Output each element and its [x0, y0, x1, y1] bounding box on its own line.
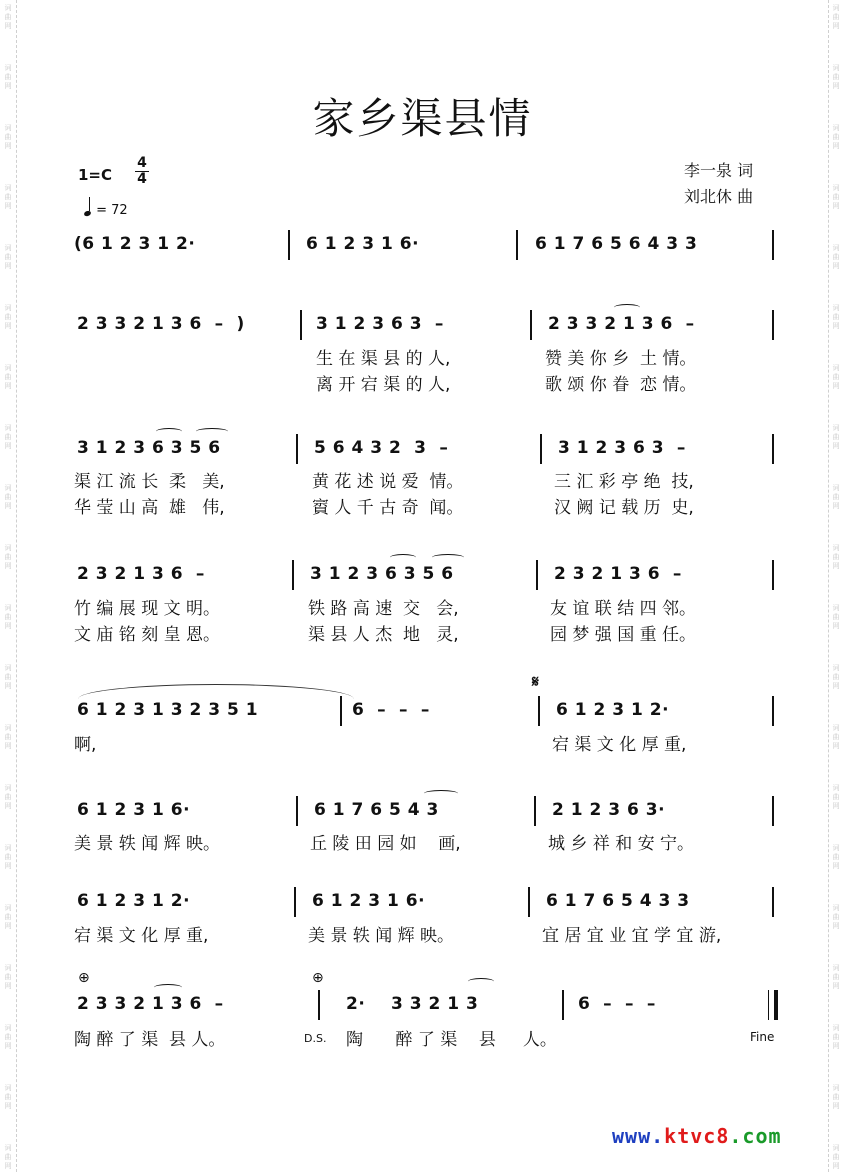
- edge-watermark-text: 词 曲 网: [832, 1084, 840, 1110]
- lyric-verse1: 陶 醉 了 渠 县 人。: [346, 1030, 557, 1050]
- barline: [340, 696, 342, 726]
- lyric-verse1: 美 景 轶 闻 辉 映。: [308, 926, 455, 946]
- lyric-verse1: 三 汇 彩 亭 绝 技,: [554, 472, 694, 492]
- website-part1: www.: [612, 1124, 665, 1148]
- measure: 2 3 3 2 1 3 6 –: [548, 314, 695, 334]
- edge-watermark-text: 词 曲 网: [4, 4, 12, 30]
- edge-watermark-text: 词 曲 网: [832, 544, 840, 570]
- measure: 2 3 3 2 1 3 6 – ): [77, 314, 245, 334]
- barline: [540, 434, 542, 464]
- measure: (6 1 2 3 1 2·: [74, 234, 196, 254]
- segno-icon: 𝄋: [532, 672, 539, 691]
- barline: [296, 796, 298, 826]
- measure: 5 6 4 3 2 3 –: [314, 438, 449, 458]
- barline: [536, 560, 538, 590]
- edge-watermark-text: 词 曲 网: [832, 784, 840, 810]
- edge-watermark-text: 词 曲 网: [4, 364, 12, 390]
- barline: [772, 696, 774, 726]
- tempo-marking: [84, 200, 128, 218]
- measure: 6 1 2 3 1 3 2 3 5 1: [77, 700, 259, 720]
- edge-watermark-text: 词 曲 网: [4, 1024, 12, 1050]
- measure: 3 1 2 3 6 3 –: [558, 438, 686, 458]
- lyric-verse2: 离 开 宕 渠 的 人,: [316, 375, 451, 395]
- lyric-verse1: 宕 渠 文 化 厚 重,: [552, 735, 687, 755]
- repeat-barline: [318, 990, 320, 1020]
- measure: 2 3 3 2 1 3 6 –: [77, 994, 224, 1014]
- tie-mark: [424, 790, 458, 797]
- edge-watermark-text: 词 曲 网: [832, 124, 840, 150]
- lyric-verse1: 啊,: [74, 735, 97, 755]
- tie-mark: [154, 984, 182, 991]
- meter-bottom: 4: [137, 171, 147, 187]
- lyric-verse2: 汉 阙 记 载 历 史,: [554, 498, 694, 518]
- barline: [772, 434, 774, 464]
- lyric-verse1: 生 在 渠 县 的 人,: [316, 349, 451, 369]
- edge-watermark-text: 词 曲 网: [832, 424, 840, 450]
- barline: [296, 434, 298, 464]
- lyric-verse1: 陶 醉 了 渠 县 人。: [74, 1030, 226, 1050]
- edge-watermark-text: 词 曲 网: [832, 664, 840, 690]
- tie-mark: [156, 428, 182, 435]
- edge-watermark-text: 词 曲 网: [832, 844, 840, 870]
- measure: 6 1 2 3 1 6·: [77, 800, 191, 820]
- barline: [772, 310, 774, 340]
- fine-mark: Fine: [750, 1030, 775, 1044]
- measure: 6 1 2 3 1 6·: [312, 891, 426, 911]
- edge-watermark-text: 词 曲 网: [4, 424, 12, 450]
- edge-watermark-text: 词 曲 网: [832, 244, 840, 270]
- lyric-verse1: 城 乡 祥 和 安 宁。: [548, 834, 695, 854]
- right-margin-strip: [828, 0, 845, 1172]
- edge-watermark-text: 词 曲 网: [4, 244, 12, 270]
- website-part2: ktvc8: [664, 1124, 730, 1148]
- edge-watermark-text: 词 曲 网: [832, 604, 840, 630]
- coda-icon: ⊕: [78, 970, 90, 986]
- measure: 2 1 2 3 6 3·: [552, 800, 666, 820]
- lyricist-credit: 李一泉 词: [684, 161, 754, 180]
- barline: [300, 310, 302, 340]
- edge-watermark-text: 词 曲 网: [4, 904, 12, 930]
- edge-watermark-text: 词 曲 网: [4, 484, 12, 510]
- edge-watermark-text: 词 曲 网: [4, 304, 12, 330]
- tie-mark: [468, 978, 494, 985]
- barline: [772, 230, 774, 260]
- edge-watermark-text: 词 曲 网: [832, 364, 840, 390]
- left-margin-strip: [0, 0, 17, 1172]
- measure: 3 1 2 3 6 3 5 6: [310, 564, 454, 584]
- time-signature: [134, 156, 150, 187]
- lyric-verse2: 园 梦 强 国 重 任。: [550, 625, 697, 645]
- barline: [528, 887, 530, 917]
- barline: [292, 560, 294, 590]
- edge-watermark-text: 词 曲 网: [4, 544, 12, 570]
- lyric-verse1: 黄 花 述 说 爱 情。: [312, 472, 464, 492]
- edge-watermark-text: 词 曲 网: [832, 184, 840, 210]
- edge-watermark-text: 词 曲 网: [4, 724, 12, 750]
- measure: 6 1 2 3 1 6·: [306, 234, 420, 254]
- lyric-verse1: 竹 编 展 现 文 明。: [74, 599, 221, 619]
- quarter-note-icon: [83, 210, 91, 217]
- dal-segno-mark: D.S.: [304, 1032, 327, 1045]
- edge-watermark-text: 词 曲 网: [832, 64, 840, 90]
- barline: [562, 990, 564, 1020]
- edge-watermark-text: 词 曲 网: [4, 1084, 12, 1110]
- edge-watermark-text: 词 曲 网: [4, 64, 12, 90]
- edge-watermark-text: 词 曲 网: [832, 1024, 840, 1050]
- lyric-verse1: 赞 美 你 乡 土 情。: [545, 349, 697, 369]
- lyric-verse1: 美 景 轶 闻 辉 映。: [74, 834, 221, 854]
- measure: 2 3 2 1 3 6 –: [77, 564, 205, 584]
- lyric-verse1: 铁 路 高 速 交 会,: [308, 599, 459, 619]
- barline: [534, 796, 536, 826]
- meter-top: 4: [137, 155, 147, 171]
- barline: [288, 230, 290, 260]
- lyric-verse1: 渠 江 流 长 柔 美,: [74, 472, 225, 492]
- final-barline: [768, 990, 778, 1020]
- edge-watermark-text: 词 曲 网: [4, 1144, 12, 1170]
- measure: 3 1 2 3 6 3 5 6: [77, 438, 221, 458]
- note-stem-icon: [89, 197, 90, 211]
- edge-watermark-text: 词 曲 网: [4, 184, 12, 210]
- edge-watermark-text: 词 曲 网: [832, 904, 840, 930]
- lyric-verse2: 歌 颂 你 眷 恋 情。: [545, 375, 697, 395]
- edge-watermark-text: 词 曲 网: [4, 964, 12, 990]
- tie-mark: [614, 304, 640, 311]
- measure: 6 – – –: [352, 700, 430, 720]
- measure: 2· 3 3 2 1 3: [346, 994, 479, 1014]
- composer-credit: 刘北休 曲: [684, 187, 754, 206]
- coda-icon: ⊕: [312, 970, 324, 986]
- website-part3: .com: [729, 1124, 782, 1148]
- edge-watermark-text: 词 曲 网: [832, 304, 840, 330]
- lyric-verse2: 賨 人 千 古 奇 闻。: [312, 498, 464, 518]
- lyric-verse2: 华 莹 山 高 雄 伟,: [74, 498, 225, 518]
- lyric-verse2: 渠 县 人 杰 地 灵,: [308, 625, 459, 645]
- barline: [772, 796, 774, 826]
- measure: 6 1 7 6 5 6 4 3 3: [535, 234, 698, 254]
- measure: 6 – – –: [578, 994, 656, 1014]
- measure: 6 1 2 3 1 2·: [556, 700, 670, 720]
- lyric-verse1: 丘 陵 田 园 如 画,: [310, 834, 461, 854]
- edge-watermark-text: 词 曲 网: [832, 4, 840, 30]
- edge-watermark-text: 词 曲 网: [4, 664, 12, 690]
- edge-watermark-text: 词 曲 网: [4, 844, 12, 870]
- edge-watermark-text: 词 曲 网: [832, 1144, 840, 1170]
- edge-watermark-text: 词 曲 网: [832, 484, 840, 510]
- measure: 6 1 7 6 5 4 3: [314, 800, 439, 820]
- lyric-verse1: 友 谊 联 结 四 邻。: [550, 599, 697, 619]
- key-signature: 1=C: [78, 166, 113, 184]
- barline: [530, 310, 532, 340]
- tie-mark: [390, 554, 416, 561]
- barline: [538, 696, 540, 726]
- lyric-verse1: 宜 居 宜 业 宜 学 宜 游,: [542, 926, 722, 946]
- phrase-slur: [78, 684, 354, 699]
- lyric-verse1: 宕 渠 文 化 厚 重,: [74, 926, 209, 946]
- measure: 6 1 7 6 5 4 3 3: [546, 891, 690, 911]
- barline: [772, 887, 774, 917]
- edge-watermark-text: 词 曲 网: [4, 604, 12, 630]
- tie-mark: [196, 428, 228, 435]
- tempo-value: = 72: [96, 203, 128, 218]
- barline: [294, 887, 296, 917]
- edge-watermark-text: 词 曲 网: [4, 784, 12, 810]
- barline: [772, 560, 774, 590]
- measure: 2 3 2 1 3 6 –: [554, 564, 682, 584]
- measure: 6 1 2 3 1 2·: [77, 891, 191, 911]
- measure: 3 1 2 3 6 3 –: [316, 314, 444, 334]
- website-logo: [612, 1124, 782, 1148]
- song-title: 家乡渠县情: [312, 94, 533, 143]
- edge-watermark-text: 词 曲 网: [832, 724, 840, 750]
- edge-watermark-text: 词 曲 网: [4, 124, 12, 150]
- tie-mark: [432, 554, 464, 561]
- edge-watermark-text: 词 曲 网: [832, 964, 840, 990]
- lyric-verse2: 文 庙 铭 刻 皇 恩。: [74, 625, 221, 645]
- barline: [516, 230, 518, 260]
